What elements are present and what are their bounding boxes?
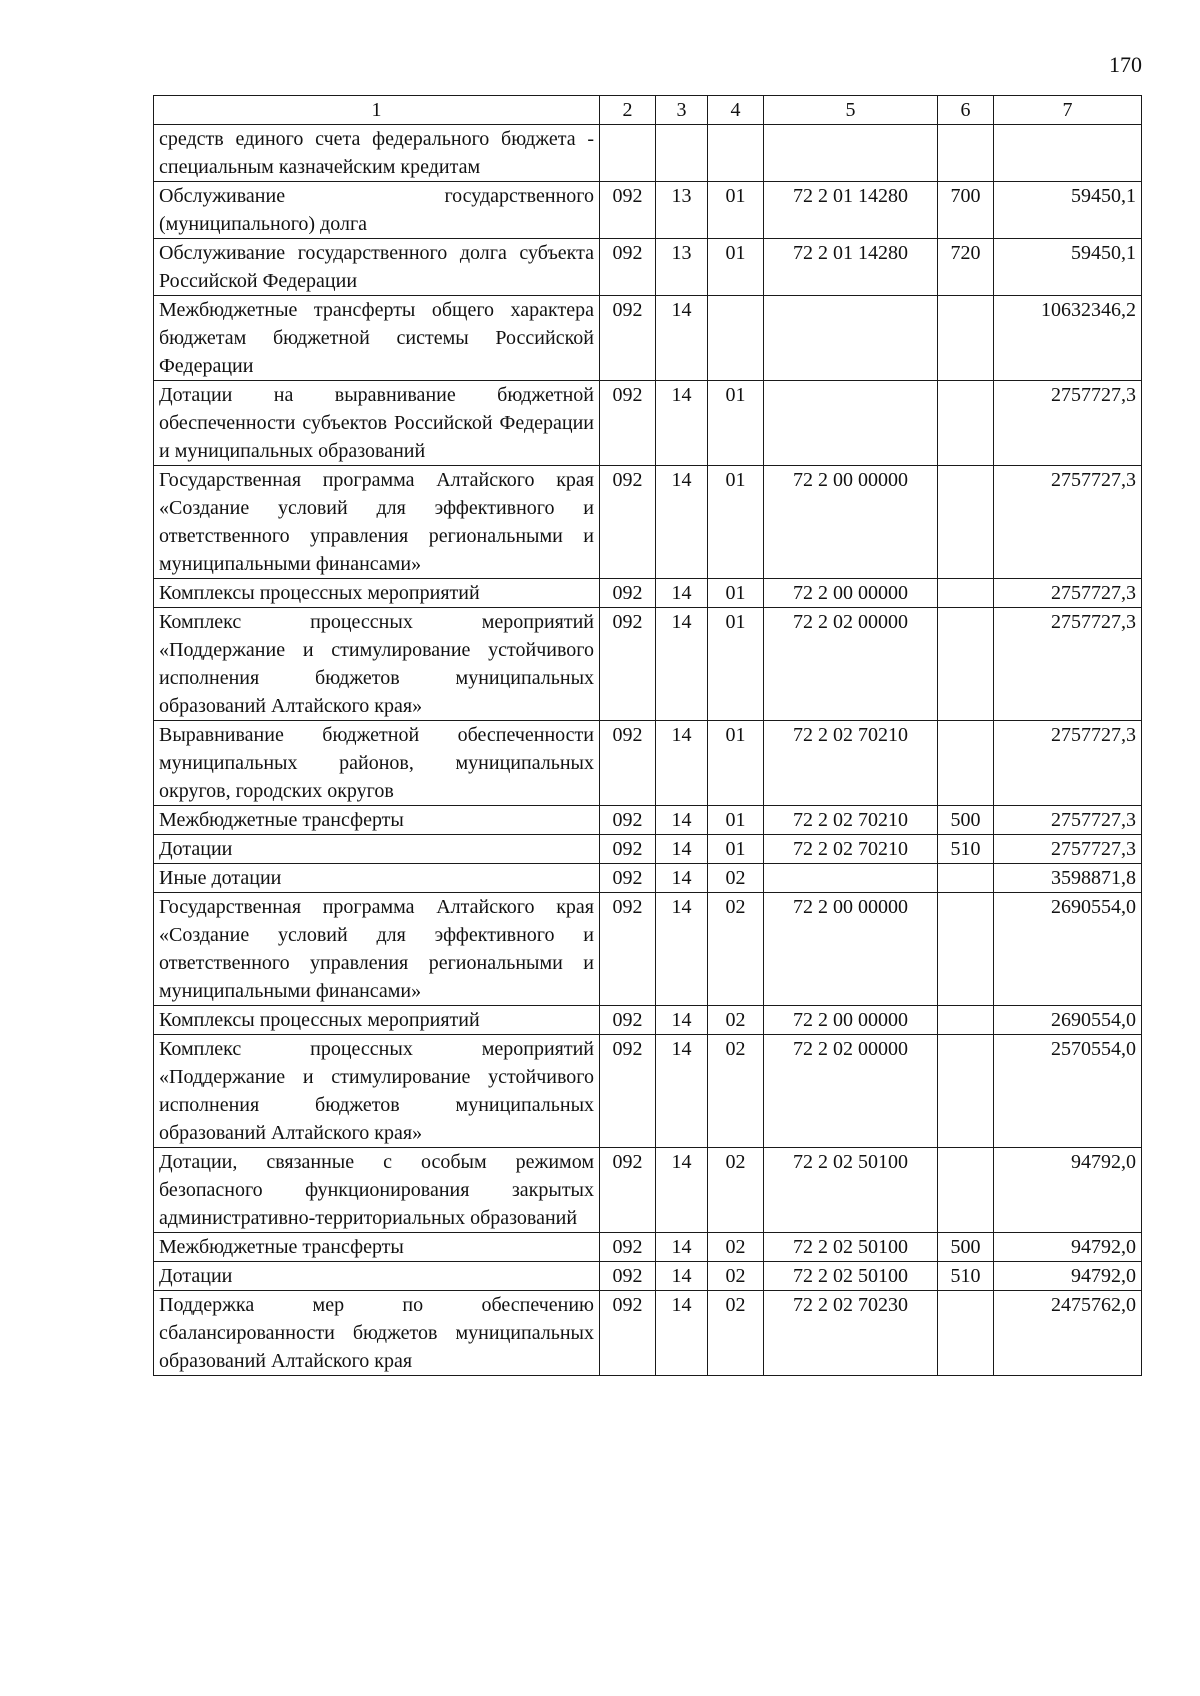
table-row: [154, 381, 1142, 466]
row-name-cell: Комплексы процессных мероприятий: [154, 1006, 600, 1035]
row-name-cell: Иные дотации: [154, 864, 600, 893]
ministry-code-cell: 092: [600, 182, 656, 239]
header-col-4: 4: [708, 96, 764, 125]
target-article-cell: [764, 125, 938, 182]
ministry-code-cell: 092: [600, 381, 656, 466]
section-code-cell: 14: [656, 466, 708, 579]
header-col-7: 7: [994, 96, 1142, 125]
table-row: [154, 1148, 1142, 1233]
header-col-2: 2: [600, 96, 656, 125]
amount-cell: 2757727,3: [994, 381, 1142, 466]
expense-type-cell: [938, 1006, 994, 1035]
ministry-code-cell: 092: [600, 296, 656, 381]
ministry-code-cell: 092: [600, 1233, 656, 1262]
table-row: [154, 579, 1142, 608]
subsection-code-cell: 02: [708, 893, 764, 1006]
ministry-code-cell: 092: [600, 608, 656, 721]
row-name-cell: Дотации: [154, 835, 600, 864]
section-code-cell: 14: [656, 893, 708, 1006]
section-code-cell: 14: [656, 721, 708, 806]
section-code-cell: 14: [656, 864, 708, 893]
table-row: [154, 239, 1142, 296]
expense-type-cell: [938, 579, 994, 608]
table-row: [154, 1035, 1142, 1148]
table-row: [154, 1233, 1142, 1262]
target-article-cell: 72 2 01 14280: [764, 182, 938, 239]
amount-cell: 2757727,3: [994, 579, 1142, 608]
section-code-cell: [656, 125, 708, 182]
target-article-cell: 72 2 02 70210: [764, 721, 938, 806]
table-row: [154, 608, 1142, 721]
table-row: [154, 1262, 1142, 1291]
ministry-code-cell: 092: [600, 1148, 656, 1233]
amount-cell: 59450,1: [994, 182, 1142, 239]
subsection-code-cell: 02: [708, 864, 764, 893]
ministry-code-cell: 092: [600, 893, 656, 1006]
amount-cell: 94792,0: [994, 1262, 1142, 1291]
target-article-cell: 72 2 00 00000: [764, 893, 938, 1006]
target-article-cell: 72 2 02 50100: [764, 1262, 938, 1291]
row-name-cell: Дотации на выравнивание бюджетной обеспеченности субъектов Российской Федерации и муниципальных образований: [154, 381, 600, 466]
table-row: [154, 835, 1142, 864]
amount-cell: 94792,0: [994, 1148, 1142, 1233]
subsection-code-cell: [708, 296, 764, 381]
expense-type-cell: [938, 466, 994, 579]
row-name-cell: Комплексы процессных мероприятий: [154, 579, 600, 608]
subsection-code-cell: 01: [708, 721, 764, 806]
subsection-code-cell: 01: [708, 608, 764, 721]
ministry-code-cell: 092: [600, 1006, 656, 1035]
header-col-5: 5: [764, 96, 938, 125]
table-row: [154, 125, 1142, 182]
section-code-cell: 14: [656, 1148, 708, 1233]
ministry-code-cell: 092: [600, 1035, 656, 1148]
row-name-cell: Обслуживание государственного (муниципального) долга: [154, 182, 600, 239]
target-article-cell: 72 2 02 00000: [764, 1035, 938, 1148]
header-row: [154, 96, 1142, 125]
subsection-code-cell: 02: [708, 1006, 764, 1035]
target-article-cell: [764, 864, 938, 893]
section-code-cell: 14: [656, 296, 708, 381]
target-article-cell: 72 2 02 70230: [764, 1291, 938, 1376]
target-article-cell: 72 2 00 00000: [764, 466, 938, 579]
amount-cell: 2757727,3: [994, 721, 1142, 806]
row-name-cell: Межбюджетные трансферты общего характера бюджетам бюджетной системы Российской Федерации: [154, 296, 600, 381]
amount-cell: 2757727,3: [994, 608, 1142, 721]
row-name-cell: Поддержка мер по обеспечению сбалансированности бюджетов муниципальных образований Алтайского края: [154, 1291, 600, 1376]
subsection-code-cell: 01: [708, 806, 764, 835]
ministry-code-cell: 092: [600, 806, 656, 835]
amount-cell: 2475762,0: [994, 1291, 1142, 1376]
ministry-code-cell: 092: [600, 466, 656, 579]
section-code-cell: 14: [656, 1035, 708, 1148]
row-name-cell: Государственная программа Алтайского края «Создание условий для эффективного и ответственного управления региональными и муниципальными финансами»: [154, 893, 600, 1006]
section-code-cell: 14: [656, 806, 708, 835]
target-article-cell: 72 2 02 70210: [764, 806, 938, 835]
subsection-code-cell: [708, 125, 764, 182]
expense-type-cell: 700: [938, 182, 994, 239]
section-code-cell: 14: [656, 608, 708, 721]
table-row: [154, 721, 1142, 806]
target-article-cell: 72 2 02 50100: [764, 1148, 938, 1233]
row-name-cell: Дотации, связанные с особым режимом безопасного функционирования закрытых административно-территориальных образований: [154, 1148, 600, 1233]
section-code-cell: 14: [656, 381, 708, 466]
section-code-cell: 14: [656, 579, 708, 608]
subsection-code-cell: 01: [708, 239, 764, 296]
row-name-cell: Выравнивание бюджетной обеспеченности муниципальных районов, муниципальных округов, городских округов: [154, 721, 600, 806]
amount-cell: 3598871,8: [994, 864, 1142, 893]
expense-type-cell: 500: [938, 1233, 994, 1262]
subsection-code-cell: 02: [708, 1262, 764, 1291]
subsection-code-cell: 01: [708, 381, 764, 466]
expense-type-cell: [938, 864, 994, 893]
expense-type-cell: [938, 1148, 994, 1233]
amount-cell: 2690554,0: [994, 1006, 1142, 1035]
section-code-cell: 13: [656, 182, 708, 239]
row-name-cell: Дотации: [154, 1262, 600, 1291]
row-name-cell: Обслуживание государственного долга субъекта Российской Федерации: [154, 239, 600, 296]
subsection-code-cell: 02: [708, 1148, 764, 1233]
page-number: 170: [1109, 52, 1142, 77]
table-row: [154, 182, 1142, 239]
amount-cell: [994, 125, 1142, 182]
row-name-cell: Межбюджетные трансферты: [154, 806, 600, 835]
header-col-3: 3: [656, 96, 708, 125]
expense-type-cell: 510: [938, 1262, 994, 1291]
row-name-cell: Комплекс процессных мероприятий «Поддержание и стимулирование устойчивого исполнения бюджетов муниципальных образований Алтайского края»: [154, 608, 600, 721]
target-article-cell: 72 2 01 14280: [764, 239, 938, 296]
ministry-code-cell: [600, 125, 656, 182]
expense-type-cell: [938, 381, 994, 466]
row-name-cell: Комплекс процессных мероприятий «Поддержание и стимулирование устойчивого исполнения бюджетов муниципальных образований Алтайского края»: [154, 1035, 600, 1148]
amount-cell: 94792,0: [994, 1233, 1142, 1262]
ministry-code-cell: 092: [600, 1262, 656, 1291]
section-code-cell: 14: [656, 835, 708, 864]
target-article-cell: 72 2 02 50100: [764, 1233, 938, 1262]
subsection-code-cell: 02: [708, 1233, 764, 1262]
ministry-code-cell: 092: [600, 721, 656, 806]
amount-cell: 10632346,2: [994, 296, 1142, 381]
expense-type-cell: [938, 125, 994, 182]
expense-type-cell: [938, 608, 994, 721]
budget-table: [153, 95, 1142, 1376]
target-article-cell: 72 2 00 00000: [764, 579, 938, 608]
header-col-6: 6: [938, 96, 994, 125]
section-code-cell: 14: [656, 1291, 708, 1376]
ministry-code-cell: 092: [600, 1291, 656, 1376]
expense-type-cell: [938, 721, 994, 806]
row-name-cell: Межбюджетные трансферты: [154, 1233, 600, 1262]
target-article-cell: [764, 381, 938, 466]
table-row: [154, 466, 1142, 579]
subsection-code-cell: 01: [708, 466, 764, 579]
table-row: [154, 1291, 1142, 1376]
subsection-code-cell: 01: [708, 182, 764, 239]
table-row: [154, 893, 1142, 1006]
subsection-code-cell: 01: [708, 835, 764, 864]
expense-type-cell: [938, 893, 994, 1006]
expense-type-cell: 500: [938, 806, 994, 835]
expense-type-cell: [938, 1291, 994, 1376]
section-code-cell: 14: [656, 1233, 708, 1262]
subsection-code-cell: 02: [708, 1035, 764, 1148]
subsection-code-cell: 01: [708, 579, 764, 608]
table-row: [154, 806, 1142, 835]
table-row: [154, 1006, 1142, 1035]
amount-cell: 2690554,0: [994, 893, 1142, 1006]
table-body: [154, 125, 1142, 1376]
amount-cell: 2757727,3: [994, 466, 1142, 579]
header-col-1: 1: [154, 96, 600, 125]
ministry-code-cell: 092: [600, 835, 656, 864]
table-row: [154, 296, 1142, 381]
section-code-cell: 14: [656, 1262, 708, 1291]
expense-type-cell: 510: [938, 835, 994, 864]
amount-cell: 2757727,3: [994, 806, 1142, 835]
expense-type-cell: [938, 296, 994, 381]
row-name-cell: Государственная программа Алтайского края «Создание условий для эффективного и ответственного управления региональными и муниципальными финансами»: [154, 466, 600, 579]
section-code-cell: 13: [656, 239, 708, 296]
expense-type-cell: [938, 1035, 994, 1148]
section-code-cell: 14: [656, 1006, 708, 1035]
amount-cell: 2570554,0: [994, 1035, 1142, 1148]
amount-cell: 59450,1: [994, 239, 1142, 296]
ministry-code-cell: 092: [600, 239, 656, 296]
target-article-cell: [764, 296, 938, 381]
subsection-code-cell: 02: [708, 1291, 764, 1376]
table-row: [154, 864, 1142, 893]
target-article-cell: 72 2 02 70210: [764, 835, 938, 864]
target-article-cell: 72 2 02 00000: [764, 608, 938, 721]
ministry-code-cell: 092: [600, 864, 656, 893]
amount-cell: 2757727,3: [994, 835, 1142, 864]
ministry-code-cell: 092: [600, 579, 656, 608]
expense-type-cell: 720: [938, 239, 994, 296]
target-article-cell: 72 2 00 00000: [764, 1006, 938, 1035]
row-name-cell: средств единого счета федерального бюджета - специальным казначейским кредитам: [154, 125, 600, 182]
